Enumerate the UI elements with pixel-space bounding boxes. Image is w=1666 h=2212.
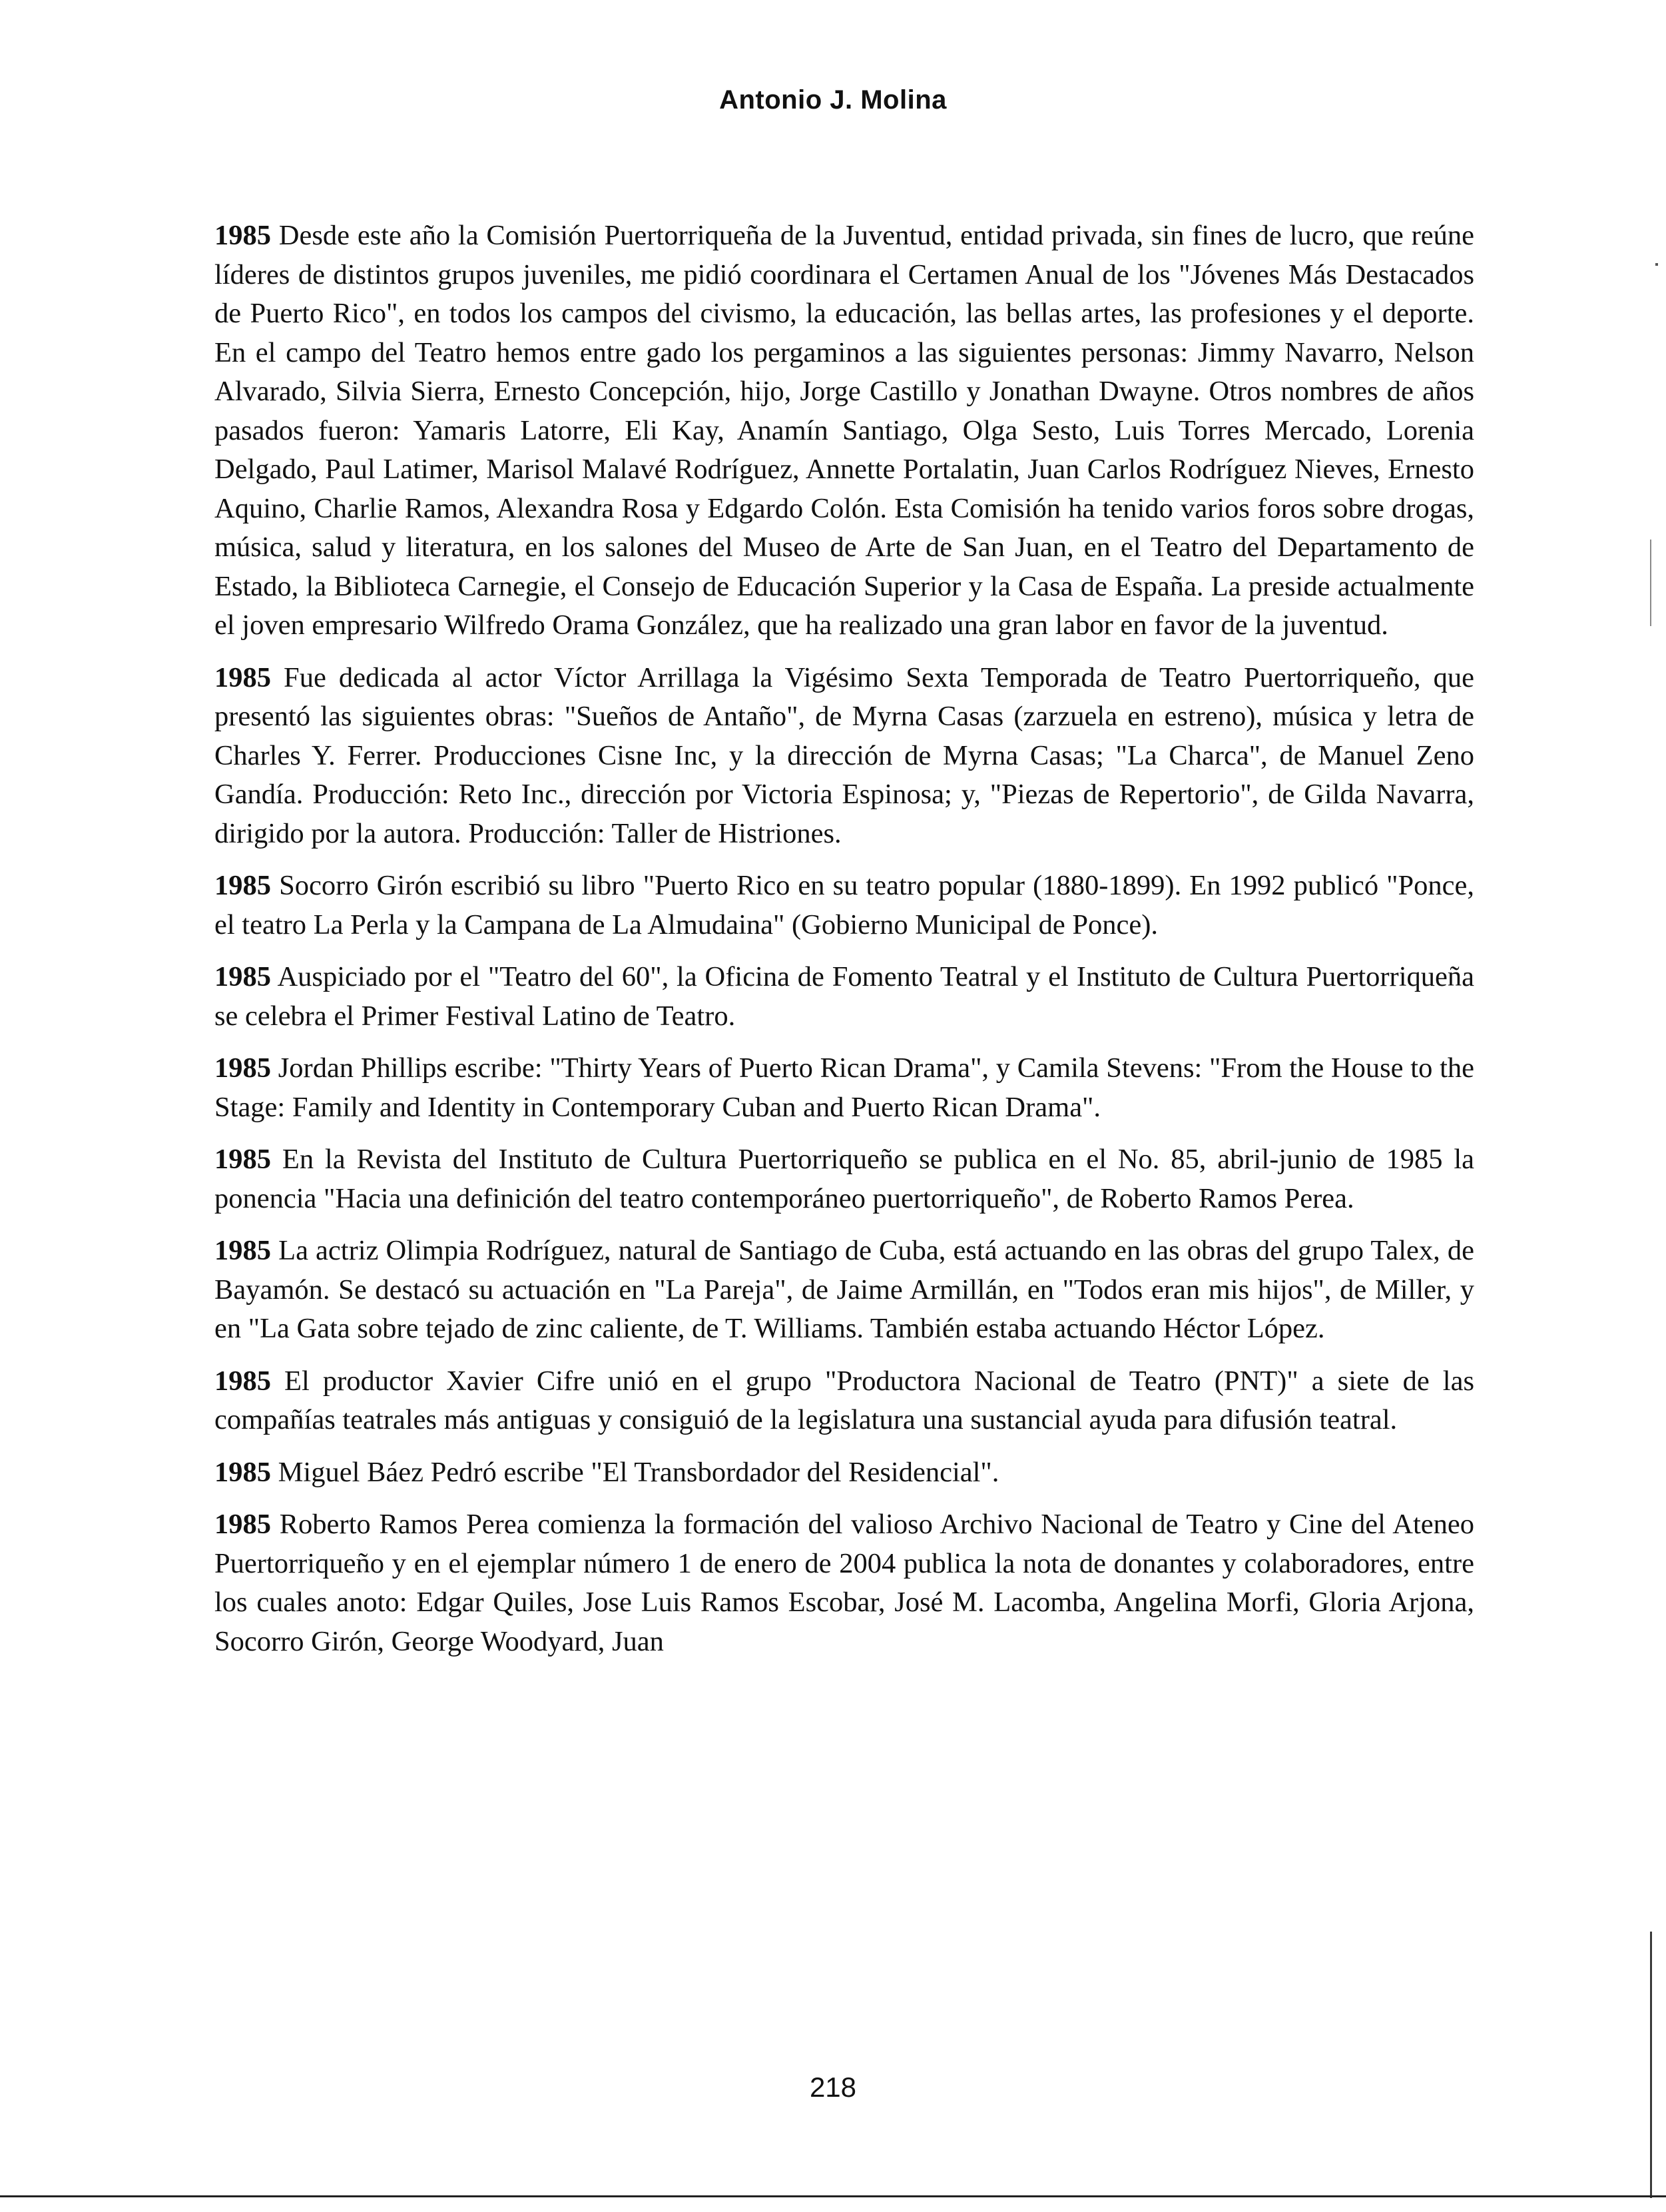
entry-text: Fue dedicada al actor Víctor Arrillaga la Vigésimo Sexta Temporada de Teatro Puertorriqueño, que presentó las siguientes obras: "Sueños de Antaño", de Myrna Casas (zarzuela en estreno), música y letra de Charles Y. Ferrer. Producciones Cisne Inc, y la dirección de Myrna Casas; "La Charca", de Manuel Zeno Gandía. Producción: Reto Inc., dirección por Victoria Espinosa; y, "Piezas de Repertorio", de Gilda Navarra, dirigido por la autora. Producción: Taller de Histriones. [214,661,1474,849]
page-number: 218 [809,2071,857,2103]
entry-text: En la Revista del Instituto de Cultura Puertorriqueño se publica en el No. 85, abril-junio de 1985 la ponencia "Hacia una definición del teatro contemporáneo puertorriqueño", de Roberto Ramos Perea. [214,1144,1474,1214]
entry-1985-revista-instituto [214,1140,1474,1218]
entry-text: La actriz Olimpia Rodríguez, natural de Santiago de Cuba, está actuando en las obras del grupo Talex, de Bayamón. Se destacó su actuación en "La Pareja", de Jaime Armillán, en "Todos eran mis hijos", de Miller, y en "La Gata sobre tejado de zinc caliente, de T. Williams. También estaba actuando Héctor López. [214,1235,1474,1344]
scan-bottom-edge [0,2195,1666,2197]
entry-text: Desde este año la Comisión Puertorriqueña de la Juventud, entidad privada, sin fines de lucro, que reúne líderes de distintos grupos juveniles, me pidió coordinara el Certamen Anual de los "Jóvenes Más Destacados de Puerto Rico", en todos los campos del civismo, la educación, las bellas artes, las profesiones y el deporte. En el campo del Teatro hemos entre gado los pergaminos a las siguientes personas: Jimmy Navarro, Nelson Alvarado, Silvia Sierra, Ernesto Concepción, hijo, Jorge Castillo y Jonathan Dwayne. Otros nombres de años pasados fueron: Yamaris Latorre, Eli Kay, Anamín Santiago, Olga Sesto, Luis Torres Mercado, Lorenia Delgado, Paul Latimer, Marisol Malavé Rodríguez, Annette Portalatin, Juan Carlos Rodríguez Nieves, Ernesto Aquino, Charlie Ramos, Alexandra Rosa y Edgardo Colón. Esta Comisión ha tenido varios foros sobre drogas, música, salud y literatura, en los salones del Museo de Arte de San Juan, en el Teatro del Departamento de Estado, la Biblioteca Carnegie, el Consejo de Educación Superior y la Casa de España. La preside actualmente el joven empresario Wilfredo Orama González, que ha realizado una gran labor en favor de la juventud. [214,220,1474,641]
entry-year: 1985 [214,1365,271,1397]
entry-1985-temporada-teatro [214,659,1474,854]
entry-1985-miguel-baez [214,1453,1474,1493]
scan-margin-line-lower [1650,1932,1652,2198]
entry-year: 1985 [214,961,271,992]
entry-year: 1985 [214,1052,271,1084]
entry-year: 1985 [214,220,271,251]
entry-1985-comision-juventud [214,216,1474,645]
chronology-entries [214,216,1474,1674]
scan-margin-line-upper [1650,540,1651,626]
entry-year: 1985 [214,1235,271,1266]
entry-text: El productor Xavier Cifre unió en el grupo "Productora Nacional de Teatro (PNT)" a siete de las compañías teatrales más antiguas y consiguió de la legislatura una sustancial ayuda para difusión teatral. [214,1365,1474,1435]
entry-1985-xavier-cifre [214,1362,1474,1440]
entry-1985-archivo-nacional [214,1505,1474,1661]
entry-1985-festival-latino [214,958,1474,1036]
entry-year: 1985 [214,870,271,901]
entry-1985-olimpia-rodriguez [214,1232,1474,1349]
page-header-author: Antonio J. Molina [719,85,947,115]
entry-year: 1985 [214,661,271,693]
entry-text: Jordan Phillips escribe: "Thirty Years of Puerto Rican Drama", y Camila Stevens: "From the House to the Stage: Family and Identity in Contemporary Cuban and Puerto Rican Drama". [214,1052,1474,1123]
entry-year: 1985 [214,1456,271,1488]
entry-1985-socorro-giron [214,867,1474,944]
entry-year: 1985 [214,1144,271,1175]
entry-text: Auspiciado por el "Teatro del 60", la Oficina de Fomento Teatral y el Instituto de Cultura Puertorriqueña se celebra el Primer Festival Latino de Teatro. [214,961,1474,1032]
entry-text: Miguel Báez Pedró escribe "El Transbordador del Residencial". [271,1456,999,1488]
scan-margin-mark [1655,263,1658,266]
entry-year: 1985 [214,1509,271,1540]
entry-text: Socorro Girón escribió su libro "Puerto Rico en su teatro popular (1880-1899). En 1992 publicó "Ponce, el teatro La Perla y la Campana de La Almudaina" (Gobierno Municipal de Ponce). [214,870,1474,940]
entry-1985-jordan-phillips [214,1049,1474,1127]
entry-text: Roberto Ramos Perea comienza la formación del valioso Archivo Nacional de Teatro y Cine del Ateneo Puertorriqueño y en el ejemplar número 1 de enero de 2004 publica la nota de donantes y colaboradores, entre los cuales anoto: Edgar Quiles, Jose Luis Ramos Escobar, José M. Lacomba, Angelina Morfi, Gloria Arjona, Socorro Girón, George Woodyard, Juan [214,1509,1474,1657]
